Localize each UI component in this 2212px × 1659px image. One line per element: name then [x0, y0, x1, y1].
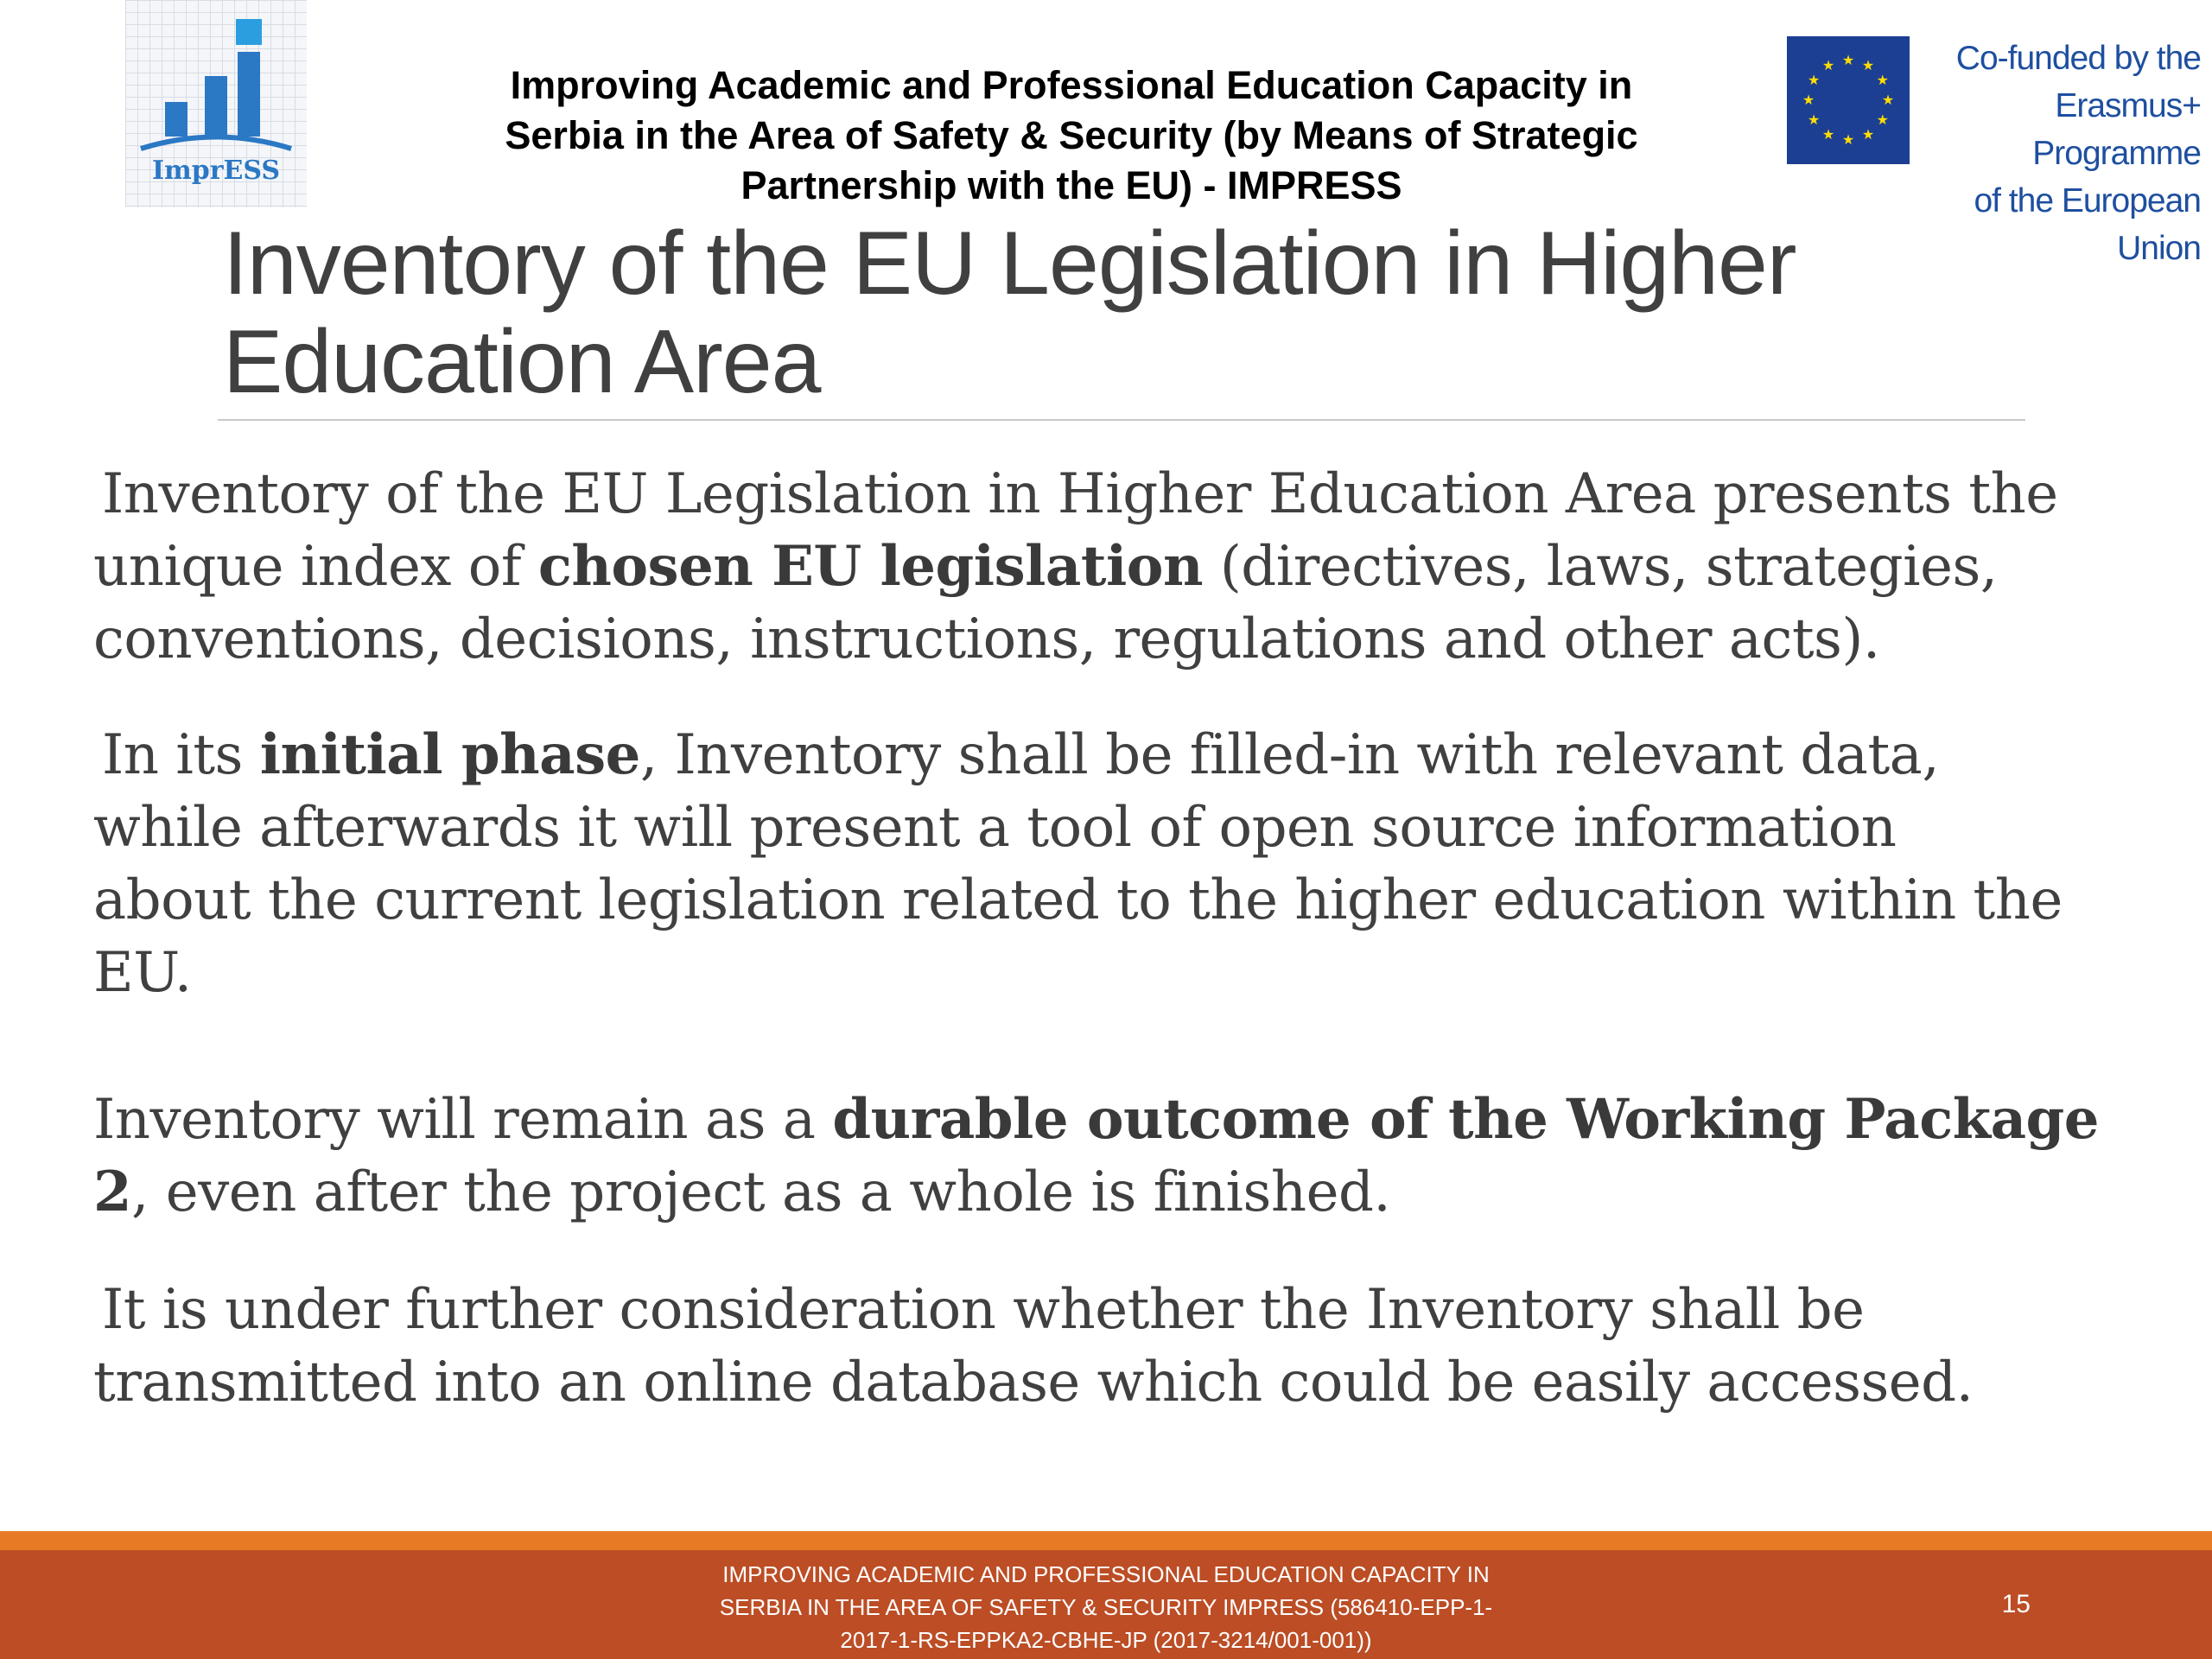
- eu-star-icon: ★: [1841, 131, 1855, 148]
- impress-logo: [125, 0, 307, 207]
- paragraph-intro: [93, 458, 2158, 676]
- eu-cofunded-line: Co-funded by the: [1955, 40, 2201, 77]
- eu-star-icon: ★: [1807, 72, 1821, 88]
- text-line: [93, 719, 2158, 791]
- title-divider: [218, 419, 2025, 421]
- footer-line: SERBIA IN THE AREA OF SAFETY & SECURITY IMPRESS (586410-EPP-1-: [719, 1594, 1493, 1620]
- text-run: (directives, laws, strategies,: [1202, 535, 1998, 599]
- paragraph-initial-phase: [93, 719, 2158, 1009]
- text-run: In its: [102, 723, 260, 787]
- eu-star-icon: ★: [1861, 125, 1875, 143]
- eu-star-icon: ★: [1821, 125, 1835, 143]
- text-line: [93, 1156, 2158, 1229]
- text-line: Inventory of the EU Legislation in Higher Education Area presents the: [102, 462, 2058, 526]
- eu-star-icon: ★: [1876, 72, 1890, 88]
- footer-line: 2017-1-RS-EPPKA2-CBHE-JP (2017-3214/001-001)): [840, 1627, 1372, 1653]
- project-title: [380, 60, 1763, 211]
- slide-title: [223, 214, 2124, 411]
- project-title-line: Partnership with the EU) - IMPRESS: [741, 163, 1402, 207]
- text-run: Inventory will remain as a: [93, 1088, 833, 1152]
- paragraph-further-consideration: [93, 1274, 2158, 1419]
- bold-text: 2: [93, 1160, 132, 1224]
- footer-line: IMPROVING ACADEMIC AND PROFESSIONAL EDUCATION CAPACITY IN: [722, 1561, 1490, 1587]
- footer-stripe: [0, 1531, 2212, 1550]
- eu-star-icon: ★: [1807, 111, 1821, 128]
- slide-title-line: Inventory of the EU Legislation in Higher: [223, 213, 1796, 314]
- eu-flag-icon: [1787, 36, 1910, 164]
- project-title-line: Improving Academic and Professional Education Capacity in: [510, 63, 1633, 107]
- bold-text: durable outcome of the Working Package: [832, 1087, 2099, 1152]
- eu-star-icon: ★: [1881, 92, 1895, 108]
- text-line: EU.: [93, 941, 192, 1005]
- text-line: while afterwards it will present a tool of open source information: [93, 796, 1897, 860]
- paragraph-durable-outcome: [93, 1084, 2158, 1229]
- bold-text: initial phase: [259, 722, 640, 787]
- eu-star-icon: ★: [1861, 57, 1875, 74]
- text-run: unique index of: [93, 535, 538, 599]
- page-number: 15: [2001, 1590, 2031, 1618]
- bold-text: chosen EU legislation: [537, 534, 1203, 599]
- impress-logo-text: ImprESS: [151, 156, 281, 186]
- eu-cofunded-line: of the European Union: [1974, 182, 2201, 267]
- text-line: [93, 531, 2158, 603]
- footer-text: [622, 1558, 1590, 1656]
- eu-star-icon: ★: [1821, 57, 1835, 74]
- text-run: , Inventory shall be filled-in with relevant data,: [639, 723, 1940, 787]
- eu-cofunded-line: Erasmus+ Programme: [2032, 87, 2201, 172]
- text-line: conventions, decisions, instructions, regulations and other acts).: [93, 607, 1880, 671]
- project-title-line: Serbia in the Area of Safety & Security (by Means of Strategic: [505, 113, 1638, 157]
- slide-title-line: Education Area: [223, 312, 821, 412]
- eu-star-icon: ★: [1876, 111, 1890, 128]
- eu-star-icon: ★: [1802, 92, 1815, 108]
- text-line: It is under further consideration whether the Inventory shall be: [102, 1278, 1865, 1342]
- eu-star-icon: ★: [1841, 52, 1855, 68]
- text-line: about the current legislation related to the higher education within the: [93, 868, 2063, 932]
- text-line: transmitted into an online database which could be easily accessed.: [93, 1351, 1974, 1414]
- text-line: [93, 1084, 2158, 1156]
- eu-stars-icon: [1787, 36, 1910, 164]
- text-run: , even after the project as a whole is finished.: [131, 1160, 1391, 1224]
